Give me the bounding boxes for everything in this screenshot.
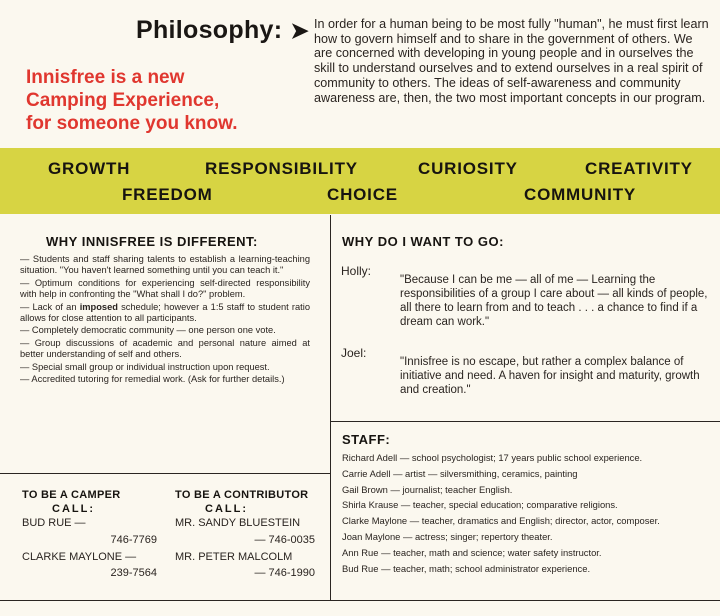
value-freedom: FREEDOM: [122, 185, 213, 204]
contact-phone: — 746-0035: [254, 533, 315, 546]
contributor-heading-line: TO BE A CONTRIBUTOR: [175, 489, 309, 501]
contact-name: MR. SANDY BLUESTEIN: [175, 517, 301, 529]
philosophy-title: Philosophy:: [136, 16, 283, 44]
list-item: — Special small group or individual instruction upon request.: [20, 361, 270, 372]
different-heading: WHY INNISFREE IS DIFFERENT:: [46, 234, 258, 249]
philosophy-heading: [136, 16, 309, 45]
camper-call-label: CALL:: [52, 503, 95, 515]
values-band: [0, 148, 720, 214]
list-item: — Completely democratic community — one person one vote.: [20, 325, 276, 336]
contact-name: CLARKE MAYLONE —: [22, 550, 137, 563]
tagline: [26, 66, 296, 135]
staff-heading: STAFF:: [342, 432, 391, 447]
why-go-heading: WHY DO I WANT TO GO:: [342, 234, 504, 249]
contact-phone: 746-7769: [110, 533, 157, 546]
contacts-divider: [0, 473, 331, 474]
staff-list: [342, 450, 712, 576]
staff-member: Joan Maylone — actress; singer; repertory theater.: [342, 530, 553, 542]
quote-joel: "Innisfree is no escape, but rather a complex balance of initiative and need. A haven for insight and maturity, growth and creation.": [400, 356, 700, 396]
staff-member: Bud Rue — teacher, math; school administrator experience.: [342, 562, 591, 574]
list-item: — Lack of an imposed schedule; however a 1:5 staff to student ratio allows for close attention to all participants.: [20, 301, 310, 324]
value-community: COMMUNITY: [524, 185, 637, 204]
quote-holly: "Because I can be me — all of me — Learning the responsibilities of a group I care about — all kinds of people, all there to learn from and to teach . . . a chance to find if a dream can work.": [400, 274, 708, 328]
staff-member: Richard Adell — school psychologist; 17 years public school experience.: [342, 452, 643, 463]
list-item: — Accredited tutoring for remedial work. (Ask for further details.): [20, 374, 285, 385]
value-creativity: CREATIVITY: [585, 159, 693, 178]
staff-member: Shirla Krause — teacher, special education; comparative religions.: [342, 499, 618, 511]
value-choice: CHOICE: [327, 185, 398, 204]
contributor-contacts: [175, 515, 315, 582]
camper-heading-line: TO BE A CAMPER: [22, 489, 121, 501]
contributor-call-label: CALL:: [205, 503, 248, 515]
camper-heading: [22, 488, 121, 516]
column-divider: [330, 215, 331, 601]
list-item: — Students and staff sharing talents to establish a learning-teaching situation. "You haven't learned something until you can teach it.": [20, 254, 310, 276]
value-curiosity: CURIOSITY: [418, 159, 518, 178]
value-responsibility: RESPONSIBILITY: [205, 159, 358, 178]
quote-name-joel: Joel:: [341, 346, 367, 360]
contributor-heading: [175, 488, 308, 516]
camper-contacts: [22, 515, 157, 582]
contact-name: MR. PETER MALCOLM: [175, 550, 293, 563]
different-list: [20, 254, 310, 386]
list-item: — Group discussions of academic and personal nature aimed at better understanding of self and others.: [20, 337, 310, 360]
contact-name: BUD RUE —: [22, 517, 86, 529]
staff-member: Carrie Adell — artist — silversmithing, ceramics, painting: [342, 467, 578, 479]
staff-member: Clarke Maylone — teacher, dramatics and English; director, actor, composer.: [342, 515, 660, 527]
staff-member: Gail Brown — journalist; teacher English.: [342, 483, 513, 495]
contact-phone: — 746-1990: [254, 567, 315, 580]
quote-name-holly: Holly:: [341, 264, 372, 278]
tagline-line: Innisfree is a new: [26, 67, 185, 88]
staff-member: Ann Rue — teacher, math and science; water safety instructor.: [342, 546, 602, 558]
contact-phone: 239-7564: [110, 567, 157, 580]
tagline-line: for someone you know.: [26, 113, 238, 134]
bottom-rule: [0, 600, 720, 601]
list-item: — Optimum conditions for experiencing self-directed responsibility with help in confronting the "What shall I do?" problem.: [20, 277, 310, 300]
philosophy-text: In order for a human being to be most fully "human", he must first learn how to govern himself and to share in the government of others. We are concerned with developing in young people and in ourselves the skill to understand ourselves and to extend ourselves in a real spirit of community to others. The ideas of self-awareness and community awareness are, then, the two most important concepts in our program.: [314, 17, 709, 105]
tagline-line: Camping Experience,: [26, 90, 220, 111]
staff-divider: [330, 421, 720, 422]
right-arrow-icon: ➤: [290, 17, 310, 43]
value-growth: GROWTH: [48, 159, 131, 178]
